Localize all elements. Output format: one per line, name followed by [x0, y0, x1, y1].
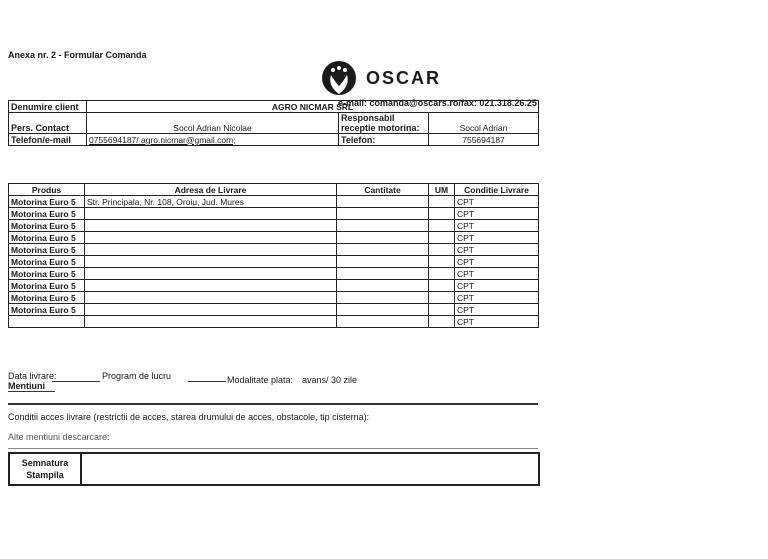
cell-qty	[337, 196, 429, 208]
cell-product: Motorina Euro 5	[9, 244, 85, 256]
cell-um	[429, 316, 455, 328]
cell-product: Motorina Euro 5	[9, 304, 85, 316]
contact-person-value: Socol Adrian Nicolae	[87, 113, 339, 134]
products-table	[8, 183, 539, 328]
cell-cond: CPT	[455, 316, 539, 328]
responsible-phone-label: Telefon:	[339, 134, 429, 146]
cell-cond: CPT	[455, 256, 539, 268]
table-row	[9, 292, 539, 304]
payment-label: Modalitate plata:	[227, 375, 294, 385]
responsible-phone-value: 755694187	[429, 134, 539, 146]
cell-product: Motorina Euro 5	[9, 256, 85, 268]
logo-wordmark: OSCAR	[366, 68, 442, 88]
cell-product: Motorina Euro 5	[9, 268, 85, 280]
cell-address	[85, 232, 337, 244]
table-row	[9, 244, 539, 256]
cell-qty	[337, 304, 429, 316]
cell-address	[85, 244, 337, 256]
cell-cond: CPT	[455, 304, 539, 316]
table-row	[9, 220, 539, 232]
cell-um	[429, 196, 455, 208]
responsible-label-line1: Responsabil	[341, 113, 395, 123]
cell-address	[85, 256, 337, 268]
signature-label	[9, 453, 81, 485]
cell-qty	[337, 280, 429, 292]
table-row	[9, 280, 539, 292]
mentions-label: Mentiuni	[8, 381, 45, 391]
contact-person-label: Pers. Contact	[9, 113, 87, 134]
table-row	[9, 232, 539, 244]
cell-cond: CPT	[455, 292, 539, 304]
contact-info: e-mail: comanda@oscars.ro/fax: 021.318.26.25	[338, 98, 537, 108]
other-mentions-label: Alte mentiuni descarcare:	[8, 432, 110, 442]
table-row	[9, 316, 539, 328]
payment-value: avans/ 30 zile	[302, 375, 358, 385]
responsible-label	[339, 113, 429, 134]
signature-field[interactable]	[81, 453, 539, 485]
responsible-value: Socol Adrian	[429, 113, 539, 134]
cell-product: Motorina Euro 5	[9, 208, 85, 220]
table-row	[9, 304, 539, 316]
cell-product	[9, 316, 85, 328]
other-mentions-line	[8, 448, 538, 449]
table-row	[9, 208, 539, 220]
cell-um	[429, 208, 455, 220]
mentions-underline	[8, 391, 55, 392]
table-row	[9, 268, 539, 280]
signature-label-line2: Stampila	[26, 470, 64, 480]
cell-um	[429, 220, 455, 232]
cell-um	[429, 280, 455, 292]
cell-cond: CPT	[455, 220, 539, 232]
client-name-label: Denumire client	[9, 101, 87, 113]
phone-email-value: 0755694187/ agro.nicmar@gmail.com;	[87, 134, 339, 146]
cell-address	[85, 316, 337, 328]
header-delivery-condition: Conditie Livrare	[455, 184, 539, 196]
client-name-value: AGRO NICMAR SRL	[87, 101, 539, 113]
cell-address	[85, 280, 337, 292]
cell-cond: CPT	[455, 244, 539, 256]
cell-cond: CPT	[455, 280, 539, 292]
cell-product: Motorina Euro 5	[9, 292, 85, 304]
cell-qty	[337, 208, 429, 220]
work-program-label: Program de lucru	[102, 371, 172, 381]
cell-product: Motorina Euro 5	[9, 280, 85, 292]
separator-line	[8, 403, 538, 405]
cell-qty	[337, 220, 429, 232]
oscar-logo-icon	[319, 60, 359, 96]
cell-qty	[337, 256, 429, 268]
cell-qty	[337, 232, 429, 244]
cell-address: Str. Principala, Nr. 108, Oroiu, Jud. Mures	[85, 196, 337, 208]
cell-qty	[337, 244, 429, 256]
header-quantity: Cantitate	[337, 184, 429, 196]
cell-cond: CPT	[455, 232, 539, 244]
cell-um	[429, 256, 455, 268]
cell-address	[85, 220, 337, 232]
cell-product: Motorina Euro 5	[9, 220, 85, 232]
responsible-label-line2: receptie motorina:	[341, 123, 420, 133]
cell-address	[85, 208, 337, 220]
table-row	[9, 256, 539, 268]
cell-product: Motorina Euro 5	[9, 196, 85, 208]
cell-qty	[337, 316, 429, 328]
access-conditions-label: Conditii acces livrare (restrictii de acces, starea drumului de acces, obstacole, tip cisterna):	[8, 412, 370, 422]
cell-qty	[337, 268, 429, 280]
cell-cond: CPT	[455, 208, 539, 220]
cell-um	[429, 268, 455, 280]
cell-um	[429, 304, 455, 316]
cell-product: Motorina Euro 5	[9, 232, 85, 244]
delivery-date-label: Data livrare:	[8, 371, 57, 381]
signature-label-line1: Semnatura	[21, 458, 69, 468]
phone-email-label: Telefon/e-mail	[9, 134, 87, 146]
header-um: UM	[429, 184, 455, 196]
cell-um	[429, 292, 455, 304]
header-address: Adresa de Livrare	[85, 184, 337, 196]
cell-cond: CPT	[455, 268, 539, 280]
work-program-field	[188, 381, 226, 382]
table-row	[9, 196, 539, 208]
client-table	[8, 100, 539, 146]
annex-title: Anexa nr. 2 - Formular Comanda	[8, 50, 147, 60]
cell-address	[85, 304, 337, 316]
cell-um	[429, 232, 455, 244]
cell-address	[85, 292, 337, 304]
cell-qty	[337, 292, 429, 304]
cell-um	[429, 244, 455, 256]
cell-cond: CPT	[455, 196, 539, 208]
delivery-date-field	[52, 381, 100, 382]
signature-table	[8, 452, 540, 486]
cell-address	[85, 268, 337, 280]
header-product: Produs	[9, 184, 85, 196]
oscar-logo	[319, 60, 359, 96]
